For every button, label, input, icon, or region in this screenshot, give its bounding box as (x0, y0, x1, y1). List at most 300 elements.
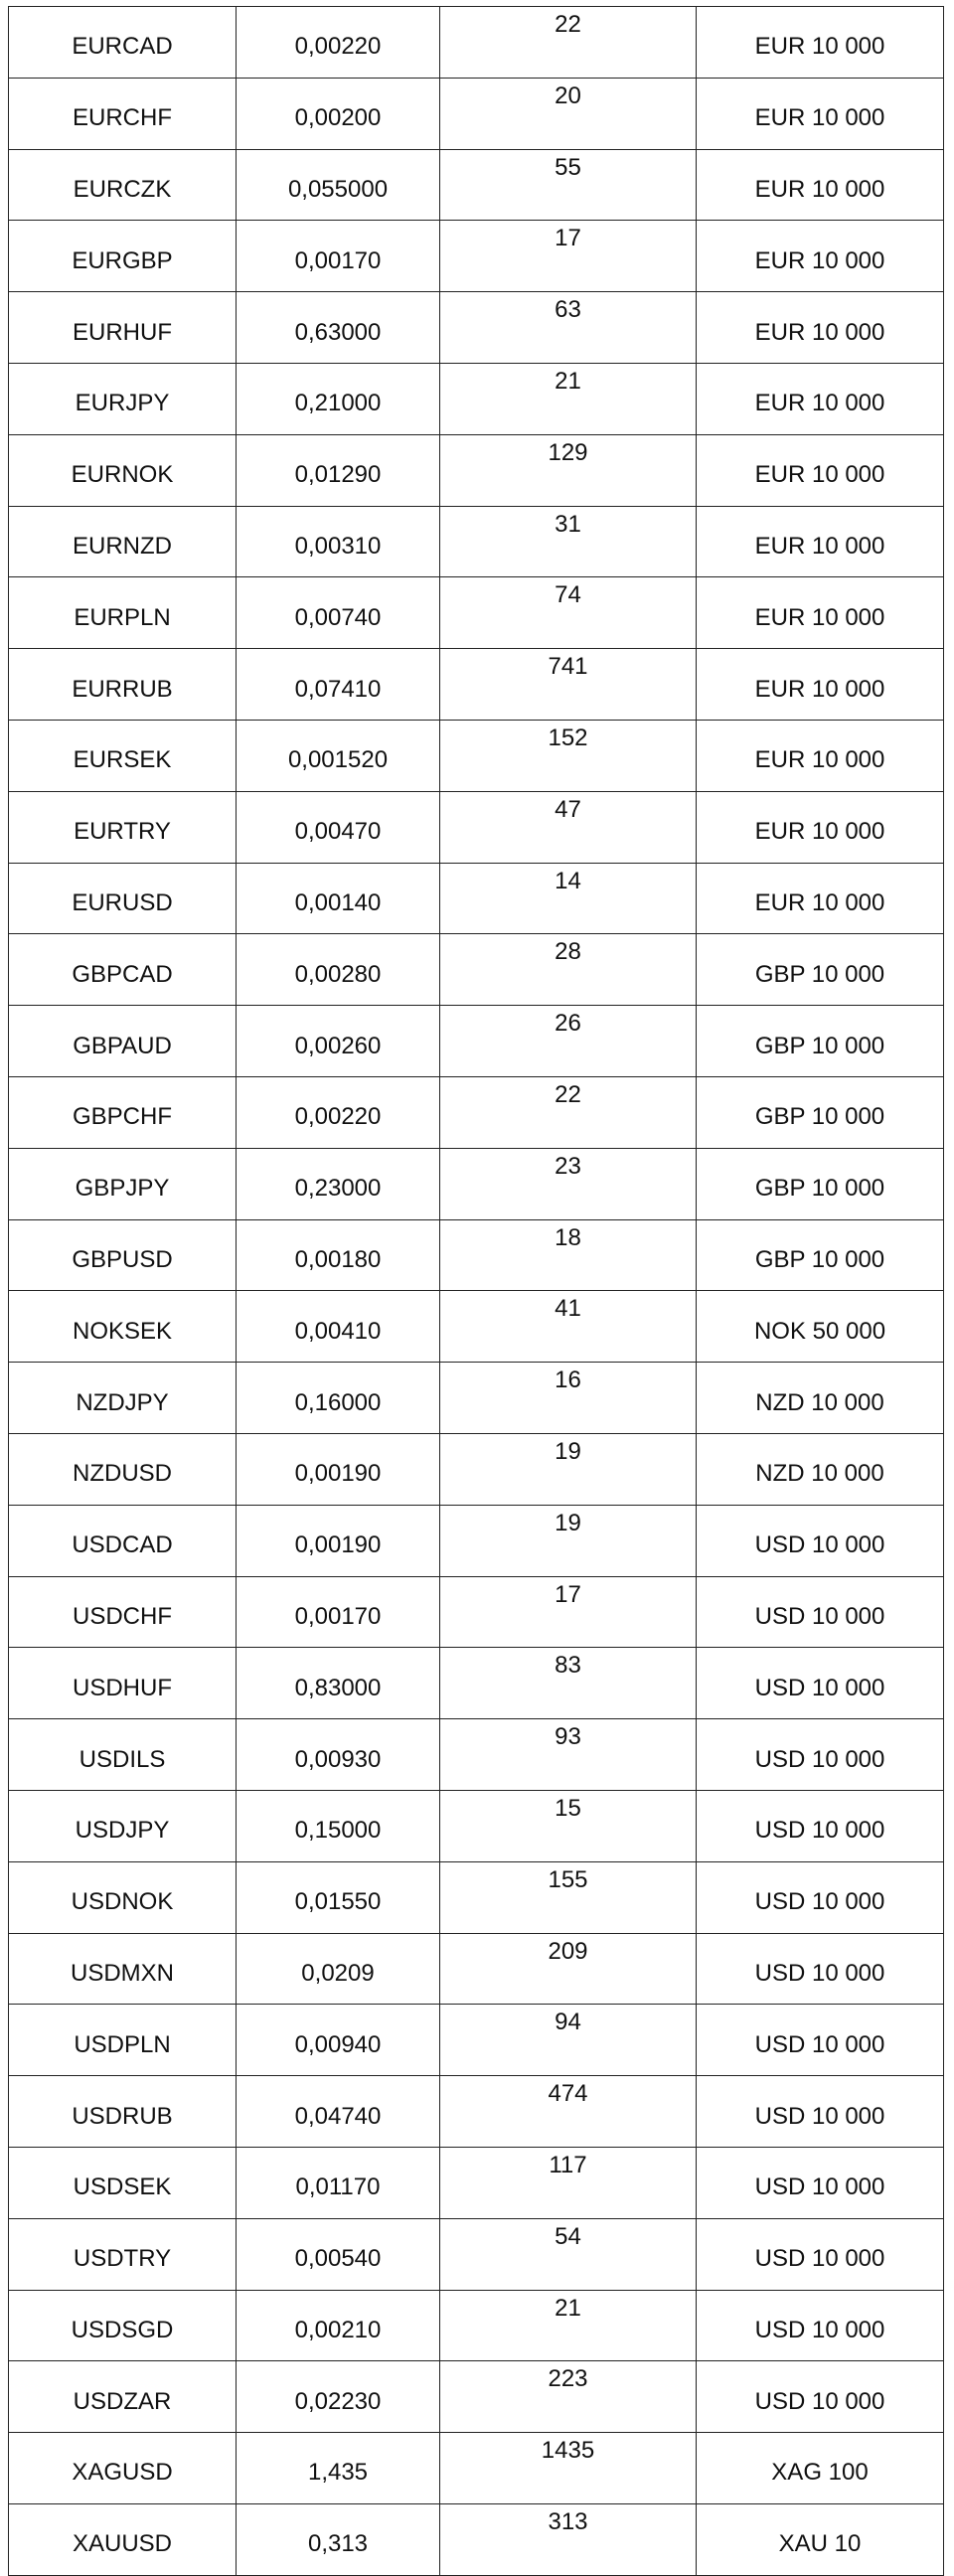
value-cell (237, 507, 440, 577)
symbol-cell-text: EURHUF (73, 318, 172, 346)
lot-size-cell-text: USD 10 000 (754, 1602, 885, 1630)
lot-size-cell (697, 1220, 944, 1291)
pips-cell (440, 1363, 697, 1433)
symbol-cell-text: USDPLN (74, 2030, 171, 2058)
lot-size-cell (697, 1648, 944, 1718)
lot-size-cell (697, 1006, 944, 1076)
pips-cell (440, 721, 697, 791)
symbol-cell-text: EURSEK (73, 746, 172, 774)
value-cell-text: 0,00170 (294, 246, 382, 274)
symbol-cell-text: USDSEK (73, 2174, 172, 2201)
symbol-cell-text: XAGUSD (72, 2459, 173, 2487)
pips-cell (440, 1934, 697, 2005)
value-cell (237, 1577, 440, 1648)
table-row (9, 1862, 944, 1934)
symbol-cell (9, 1363, 237, 1433)
pips-cell-text: 31 (555, 510, 581, 538)
symbol-cell-text: NOKSEK (72, 1317, 173, 1345)
pips-cell (440, 2433, 697, 2503)
value-cell-text: 0,23000 (294, 1175, 382, 1203)
pips-cell-text: 21 (555, 2294, 581, 2322)
symbol-cell (9, 2291, 237, 2361)
lot-size-cell (697, 1363, 944, 1433)
value-cell (237, 792, 440, 863)
pips-cell-text: 741 (548, 653, 588, 681)
symbol-cell-text: EURCZK (73, 175, 172, 203)
value-cell (237, 7, 440, 78)
symbol-cell (9, 1077, 237, 1148)
lot-size-cell-text: USD 10 000 (754, 2174, 885, 2201)
table-row (9, 1648, 944, 1719)
value-cell-text: 0,01550 (294, 1888, 382, 1916)
value-cell (237, 934, 440, 1005)
lot-size-cell-text: EUR 10 000 (754, 33, 885, 61)
symbol-cell (9, 1719, 237, 1790)
lot-size-cell (697, 1934, 944, 2005)
pips-cell (440, 864, 697, 934)
symbol-cell-text: EURCHF (73, 104, 172, 132)
symbol-cell-text: EURNZD (73, 532, 172, 560)
pips-cell (440, 2148, 697, 2218)
lot-size-cell-text: USD 10 000 (754, 2030, 885, 2058)
table-row (9, 79, 944, 150)
value-cell-text: 0,00540 (294, 2245, 382, 2273)
value-cell (237, 364, 440, 434)
lot-size-cell (697, 79, 944, 149)
pips-cell (440, 1648, 697, 1718)
symbol-cell (9, 1291, 237, 1362)
symbol-cell-text: USDNOK (71, 1888, 174, 1916)
table-row (9, 1577, 944, 1649)
pips-cell (440, 221, 697, 291)
value-cell-text: 0,00220 (294, 1103, 382, 1131)
lot-size-cell (697, 221, 944, 291)
symbol-cell-text: USDMXN (70, 1959, 174, 1987)
symbol-cell-text: USDZAR (73, 2387, 172, 2415)
table-row (9, 2504, 944, 2576)
value-cell-text: 0,00280 (294, 960, 382, 988)
symbol-cell (9, 2005, 237, 2075)
symbol-cell (9, 2433, 237, 2503)
table-row (9, 1719, 944, 1791)
symbol-cell (9, 150, 237, 221)
pips-cell-text: 41 (555, 1295, 581, 1323)
symbol-cell-text: USDHUF (73, 1674, 172, 1701)
pips-cell (440, 2504, 697, 2575)
value-cell-text: 0,07410 (294, 675, 382, 703)
value-cell (237, 435, 440, 506)
lot-size-cell-text: NOK 50 000 (753, 1317, 886, 1345)
value-cell-text: 0,00310 (294, 532, 382, 560)
lot-size-cell (697, 2219, 944, 2290)
value-cell-text: 0,83000 (294, 1674, 382, 1701)
table-row (9, 2433, 944, 2504)
table-row (9, 507, 944, 578)
symbol-cell-text: GBPCHF (72, 1103, 172, 1131)
value-cell-text: 0,04740 (294, 2102, 382, 2130)
value-cell-text: 0,00170 (294, 1602, 382, 1630)
lot-size-cell-text: USD 10 000 (754, 1888, 885, 1916)
symbol-cell (9, 577, 237, 648)
lot-size-cell-text: EUR 10 000 (754, 675, 885, 703)
symbol-cell (9, 221, 237, 291)
lot-size-cell-text: EUR 10 000 (754, 746, 885, 774)
value-cell (237, 1006, 440, 1076)
pips-cell-text: 313 (548, 2507, 588, 2535)
pips-cell (440, 1220, 697, 1291)
value-cell (237, 577, 440, 648)
table-row (9, 721, 944, 792)
table-row (9, 1291, 944, 1363)
value-cell (237, 2291, 440, 2361)
symbol-cell (9, 1791, 237, 1861)
value-cell-text: 1,435 (307, 2459, 369, 2487)
lot-size-cell (697, 2291, 944, 2361)
lot-size-cell (697, 507, 944, 577)
table-row (9, 1791, 944, 1862)
lot-size-cell-text: GBP 10 000 (754, 960, 885, 988)
symbol-cell-text: GBPJPY (75, 1175, 170, 1203)
value-cell-text: 0,15000 (294, 1817, 382, 1845)
table-row (9, 364, 944, 435)
instrument-table (8, 6, 944, 2576)
value-cell (237, 649, 440, 720)
symbol-cell-text: EURCAD (72, 33, 173, 61)
lot-size-cell (697, 1077, 944, 1148)
symbol-cell (9, 79, 237, 149)
pips-cell-text: 63 (555, 296, 581, 324)
symbol-cell-text: EURRUB (72, 675, 173, 703)
lot-size-cell (697, 792, 944, 863)
value-cell-text: 0,00200 (294, 104, 382, 132)
value-cell (237, 1363, 440, 1433)
lot-size-cell (697, 1149, 944, 1219)
value-cell-text: 0,21000 (294, 390, 382, 417)
lot-size-cell-text: EUR 10 000 (754, 603, 885, 631)
value-cell-text: 0,00210 (294, 2316, 382, 2343)
table-row (9, 221, 944, 292)
table-row (9, 292, 944, 364)
pips-cell (440, 934, 697, 1005)
value-cell-text: 0,00940 (294, 2030, 382, 2058)
symbol-cell-text: NZDJPY (76, 1388, 169, 1416)
value-cell (237, 2148, 440, 2218)
symbol-cell-text: EURUSD (72, 888, 173, 916)
value-cell (237, 150, 440, 221)
value-cell-text: 0,00190 (294, 1531, 382, 1559)
pips-cell (440, 649, 697, 720)
lot-size-cell-text: USD 10 000 (754, 2387, 885, 2415)
table-row (9, 2148, 944, 2219)
pips-cell-text: 14 (555, 867, 581, 894)
lot-size-cell-text: EUR 10 000 (754, 532, 885, 560)
table-row (9, 150, 944, 222)
lot-size-cell (697, 364, 944, 434)
table-row (9, 2219, 944, 2291)
symbol-cell (9, 1862, 237, 1933)
pips-cell (440, 7, 697, 78)
pips-cell (440, 364, 697, 434)
value-cell (237, 1220, 440, 1291)
symbol-cell-text: EURTRY (74, 818, 171, 846)
value-cell-text: 0,01290 (294, 461, 382, 489)
symbol-cell-text: USDTRY (73, 2245, 172, 2273)
symbol-cell (9, 2148, 237, 2218)
symbol-cell (9, 1006, 237, 1076)
lot-size-cell-text: EUR 10 000 (754, 818, 885, 846)
table-row (9, 934, 944, 1006)
pips-cell-text: 19 (555, 1509, 581, 1536)
lot-size-cell (697, 2504, 944, 2575)
pips-cell-text: 18 (555, 1223, 581, 1251)
pips-cell (440, 2076, 697, 2147)
pips-cell-text: 94 (555, 2009, 581, 2036)
symbol-cell (9, 1220, 237, 1291)
table-row (9, 2361, 944, 2433)
pips-cell (440, 1862, 697, 1933)
pips-cell-text: 19 (555, 1437, 581, 1465)
value-cell-text: 0,00930 (294, 1745, 382, 1773)
table-row (9, 2005, 944, 2076)
value-cell (237, 864, 440, 934)
table-row (9, 1006, 944, 1077)
value-cell (237, 721, 440, 791)
value-cell-text: 0,0209 (301, 1959, 375, 1987)
pips-cell-text: 74 (555, 581, 581, 609)
value-cell (237, 1077, 440, 1148)
lot-size-cell-text: EUR 10 000 (754, 390, 885, 417)
lot-size-cell-text: USD 10 000 (754, 1531, 885, 1559)
lot-size-cell-text: GBP 10 000 (754, 1245, 885, 1273)
symbol-cell-text: USDCAD (72, 1531, 173, 1559)
symbol-cell (9, 649, 237, 720)
pips-cell (440, 1577, 697, 1648)
lot-size-cell (697, 2433, 944, 2503)
pips-cell (440, 435, 697, 506)
lot-size-cell (697, 649, 944, 720)
value-cell (237, 2361, 440, 2432)
table-row (9, 1220, 944, 1292)
pips-cell (440, 1434, 697, 1505)
pips-cell-text: 17 (555, 225, 581, 252)
pips-cell-text: 152 (548, 724, 588, 751)
lot-size-cell (697, 2076, 944, 2147)
pips-cell (440, 292, 697, 363)
pips-cell-text: 83 (555, 1652, 581, 1680)
value-cell-text: 0,01170 (295, 2174, 381, 2201)
symbol-cell (9, 507, 237, 577)
table-row (9, 7, 944, 79)
symbol-cell-text: EURNOK (71, 461, 174, 489)
value-cell (237, 1149, 440, 1219)
symbol-cell (9, 1648, 237, 1718)
pips-cell (440, 792, 697, 863)
symbol-cell-text: GBPAUD (73, 1032, 172, 1059)
lot-size-cell-text: GBP 10 000 (754, 1032, 885, 1059)
value-cell-text: 0,02230 (294, 2387, 382, 2415)
pips-cell (440, 2005, 697, 2075)
value-cell (237, 1434, 440, 1505)
symbol-cell (9, 792, 237, 863)
table-row (9, 2291, 944, 2362)
table-row (9, 649, 944, 721)
symbol-cell (9, 1934, 237, 2005)
lot-size-cell (697, 435, 944, 506)
value-cell-text: 0,00470 (294, 818, 382, 846)
value-cell (237, 221, 440, 291)
value-cell-text: 0,63000 (294, 318, 382, 346)
symbol-cell-text: USDRUB (72, 2102, 173, 2130)
lot-size-cell (697, 1506, 944, 1576)
pips-cell-text: 22 (555, 1080, 581, 1108)
symbol-cell-text: USDJPY (75, 1817, 170, 1845)
value-cell-text: 0,00260 (294, 1032, 382, 1059)
lot-size-cell-text: USD 10 000 (754, 1817, 885, 1845)
symbol-cell-text: NZDUSD (73, 1460, 172, 1488)
lot-size-cell-text: USD 10 000 (754, 2102, 885, 2130)
table-row (9, 1506, 944, 1577)
lot-size-cell-text: USD 10 000 (754, 2245, 885, 2273)
symbol-cell (9, 2076, 237, 2147)
lot-size-cell-text: XAG 100 (771, 2459, 869, 2487)
pips-cell-text: 223 (548, 2365, 588, 2393)
pips-cell (440, 1719, 697, 1790)
pips-cell-text: 28 (555, 938, 581, 966)
lot-size-cell (697, 150, 944, 221)
lot-size-cell (697, 2361, 944, 2432)
pips-cell (440, 507, 697, 577)
symbol-cell (9, 934, 237, 1005)
symbol-cell-text: EURJPY (75, 390, 170, 417)
symbol-cell-text: USDCHF (73, 1602, 172, 1630)
value-cell (237, 1506, 440, 1576)
pips-cell-text: 17 (555, 1580, 581, 1608)
value-cell (237, 2076, 440, 2147)
lot-size-cell (697, 292, 944, 363)
pips-cell (440, 1149, 697, 1219)
pips-cell-text: 1435 (541, 2437, 595, 2465)
value-cell (237, 2504, 440, 2575)
pips-cell-text: 47 (555, 795, 581, 823)
table-row (9, 1363, 944, 1434)
value-cell (237, 2433, 440, 2503)
value-cell (237, 1291, 440, 1362)
table-row (9, 1077, 944, 1149)
pips-cell-text: 20 (555, 81, 581, 109)
lot-size-cell-text: EUR 10 000 (754, 318, 885, 346)
pips-cell-text: 55 (555, 153, 581, 181)
symbol-cell-text: USDILS (79, 1745, 166, 1773)
symbol-cell (9, 292, 237, 363)
table-row (9, 1434, 944, 1506)
pips-cell-text: 209 (548, 1937, 588, 1965)
symbol-cell (9, 364, 237, 434)
lot-size-cell-text: EUR 10 000 (754, 246, 885, 274)
lot-size-cell (697, 1434, 944, 1505)
pips-cell (440, 79, 697, 149)
symbol-cell-text: EURGBP (72, 246, 173, 274)
pips-cell (440, 1006, 697, 1076)
value-cell-text: 0,055000 (287, 175, 389, 203)
symbol-cell-text: USDSGD (71, 2316, 174, 2343)
pips-cell-text: 16 (555, 1367, 581, 1394)
lot-size-cell-text: EUR 10 000 (754, 888, 885, 916)
pips-cell (440, 577, 697, 648)
value-cell-text: 0,00410 (294, 1317, 382, 1345)
table-row (9, 2076, 944, 2148)
lot-size-cell (697, 934, 944, 1005)
lot-size-cell-text: XAU 10 (778, 2530, 862, 2558)
value-cell (237, 2219, 440, 2290)
pips-cell (440, 2291, 697, 2361)
pips-cell (440, 150, 697, 221)
pips-cell (440, 1791, 697, 1861)
pips-cell-text: 21 (555, 367, 581, 395)
pips-cell (440, 2361, 697, 2432)
lot-size-cell (697, 1719, 944, 1790)
value-cell-text: 0,313 (307, 2530, 369, 2558)
pips-cell-text: 26 (555, 1010, 581, 1038)
lot-size-cell-text: NZD 10 000 (755, 1388, 884, 1416)
value-cell (237, 1862, 440, 1933)
symbol-cell (9, 1577, 237, 1648)
symbol-cell (9, 1434, 237, 1505)
symbol-cell (9, 2219, 237, 2290)
table-row (9, 1149, 944, 1220)
value-cell-text: 0,00140 (294, 888, 382, 916)
lot-size-cell (697, 7, 944, 78)
pips-cell-text: 23 (555, 1152, 581, 1180)
lot-size-cell (697, 1791, 944, 1861)
symbol-cell (9, 864, 237, 934)
pips-cell (440, 1291, 697, 1362)
symbol-cell (9, 1149, 237, 1219)
value-cell (237, 1719, 440, 1790)
value-cell (237, 2005, 440, 2075)
table-row (9, 864, 944, 935)
pips-cell-text: 15 (555, 1794, 581, 1822)
lot-size-cell (697, 721, 944, 791)
symbol-cell-text: GBPUSD (72, 1245, 173, 1273)
value-cell-text: 0,00220 (294, 33, 382, 61)
symbol-cell-text: GBPCAD (72, 960, 173, 988)
table-row (9, 435, 944, 507)
lot-size-cell-text: NZD 10 000 (755, 1460, 884, 1488)
lot-size-cell-text: GBP 10 000 (754, 1175, 885, 1203)
lot-size-cell-text: USD 10 000 (754, 2316, 885, 2343)
pips-cell (440, 2219, 697, 2290)
symbol-cell-text: XAUUSD (72, 2530, 173, 2558)
value-cell-text: 0,00180 (294, 1245, 382, 1273)
value-cell-text: 0,001520 (287, 746, 389, 774)
symbol-cell (9, 2361, 237, 2432)
pips-cell-text: 22 (555, 11, 581, 38)
table-row (9, 1934, 944, 2006)
lot-size-cell-text: GBP 10 000 (754, 1103, 885, 1131)
pips-cell-text: 117 (549, 2151, 587, 2178)
lot-size-cell-text: USD 10 000 (754, 1959, 885, 1987)
value-cell-text: 0,00190 (294, 1460, 382, 1488)
value-cell (237, 292, 440, 363)
value-cell (237, 1648, 440, 1718)
symbol-cell (9, 721, 237, 791)
lot-size-cell-text: USD 10 000 (754, 1745, 885, 1773)
lot-size-cell (697, 1862, 944, 1933)
lot-size-cell (697, 2148, 944, 2218)
pips-cell-text: 93 (555, 1723, 581, 1751)
value-cell (237, 1934, 440, 2005)
lot-size-cell-text: EUR 10 000 (754, 175, 885, 203)
